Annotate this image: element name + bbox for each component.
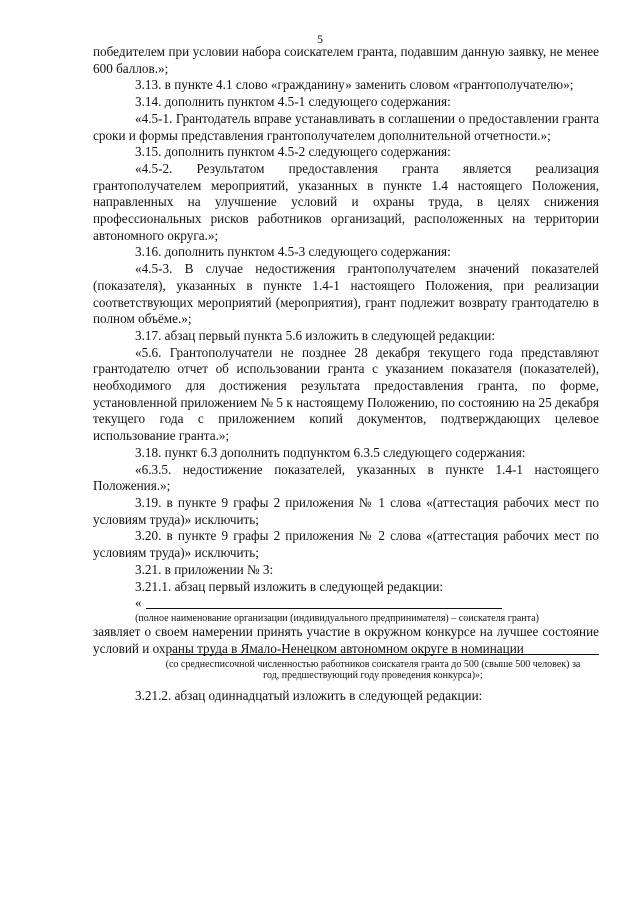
paragraph-4-5-2: «4.5-2. Результатом предоставления гранта является реализация грантополучателем мероприятий, указанных в пункте 1.4 настоящего Положения, направленных на улучшение условий и охраны труда, в целях снижения профессиональных рисков работников организаций, расположенных на территории автономного округа.»; [93, 160, 599, 243]
paragraph-3-13: 3.13. в пункте 4.1 слово «гражданину» заменить словом «грантополучателю»; [135, 77, 574, 93]
opening-quote: « [135, 595, 142, 611]
declaration-block [93, 624, 599, 657]
organization-caption: (полное наименование организации (индивидуального предпринимателя) – соискателя гранта) [135, 612, 539, 624]
paragraph-3-20: 3.20. в пункте 9 графы 2 приложения № 2 слова «(аттестация рабочих мест по условиям труда)» исключить; [93, 528, 599, 561]
paragraph-3-21-1: 3.21.1. абзац первый изложить в следующей редакции: [135, 578, 444, 594]
paragraph-3-21: 3.21. в приложении № 3: [135, 561, 274, 577]
declaration-text: заявляет о своем намерении принять участие в окружном конкурсе на лучшее состояние условий и охраны труда в Ямало-Ненецком автономном округе в номинации [93, 624, 599, 657]
paragraph-6-3-5: «6.3.5. недостижение показателей, указанных в пункте 1.4-1 настоящего Положения.»; [93, 461, 599, 494]
nomination-caption: (со среднесписочной численностью работников соискателя гранта до 500 (свыше 500 человек) за год, предшествующий году проведения конкурса)»; [165, 658, 581, 682]
paragraph-3-15: 3.15. дополнить пунктом 4.5-2 следующего содержания: [135, 144, 451, 160]
paragraph-continuation: победителем при условии набора соискателем гранта, подавшим данную заявку, не менее 600 баллов.»; [93, 44, 599, 76]
page-number: 5 [317, 32, 323, 46]
blank-underline [146, 608, 502, 609]
paragraph-3-18: 3.18. пункт 6.3 дополнить подпунктом 6.3.5 следующего содержания: [135, 444, 526, 460]
organization-name-blank [93, 595, 599, 612]
paragraph-3-19: 3.19. в пункте 9 графы 2 приложения № 1 слова «(аттестация рабочих мест по условиям труда)» исключить; [93, 494, 599, 527]
paragraph-3-21-2: 3.21.2. абзац одиннадцатый изложить в следующей редакции: [135, 687, 483, 703]
paragraph-3-17: 3.17. абзац первый пункта 5.6 изложить в следующей редакции: [135, 327, 495, 343]
paragraph-4-5-1: «4.5-1. Грантодатель вправе устанавливать в соглашении о предоставлении гранта сроки и формы представления грантополучателем дополнительной отчетности.»; [93, 110, 599, 143]
paragraph-4-5-3: «4.5-3. В случае недостижения грантополучателем значений показателей (показателя), указанных в пункте 1.4-1 настоящего Положения, при реализации соответствующих мероприятий (мероприятия), грант подлежит возврату грантодателю в полном объёме.»; [93, 261, 599, 327]
paragraph-3-14: 3.14. дополнить пунктом 4.5-1 следующего содержания: [135, 94, 451, 110]
nomination-underline [170, 654, 599, 655]
paragraph-3-16: 3.16. дополнить пунктом 4.5-3 следующего содержания: [135, 244, 451, 260]
paragraph-5-6: «5.6. Грантополучатели не позднее 28 декабря текущего года представляют грантодателю отчет об использовании гранта с указанием показателя (показателей), необходимого для достижения результата предоставления гранта, по форме, установленной приложением № 5 к настоящему Положению, по состоянию на 25 декабря текущего года с приложением копий документов, подтверждающих целевое использование гранта.»; [93, 344, 599, 444]
document-body [93, 44, 599, 705]
